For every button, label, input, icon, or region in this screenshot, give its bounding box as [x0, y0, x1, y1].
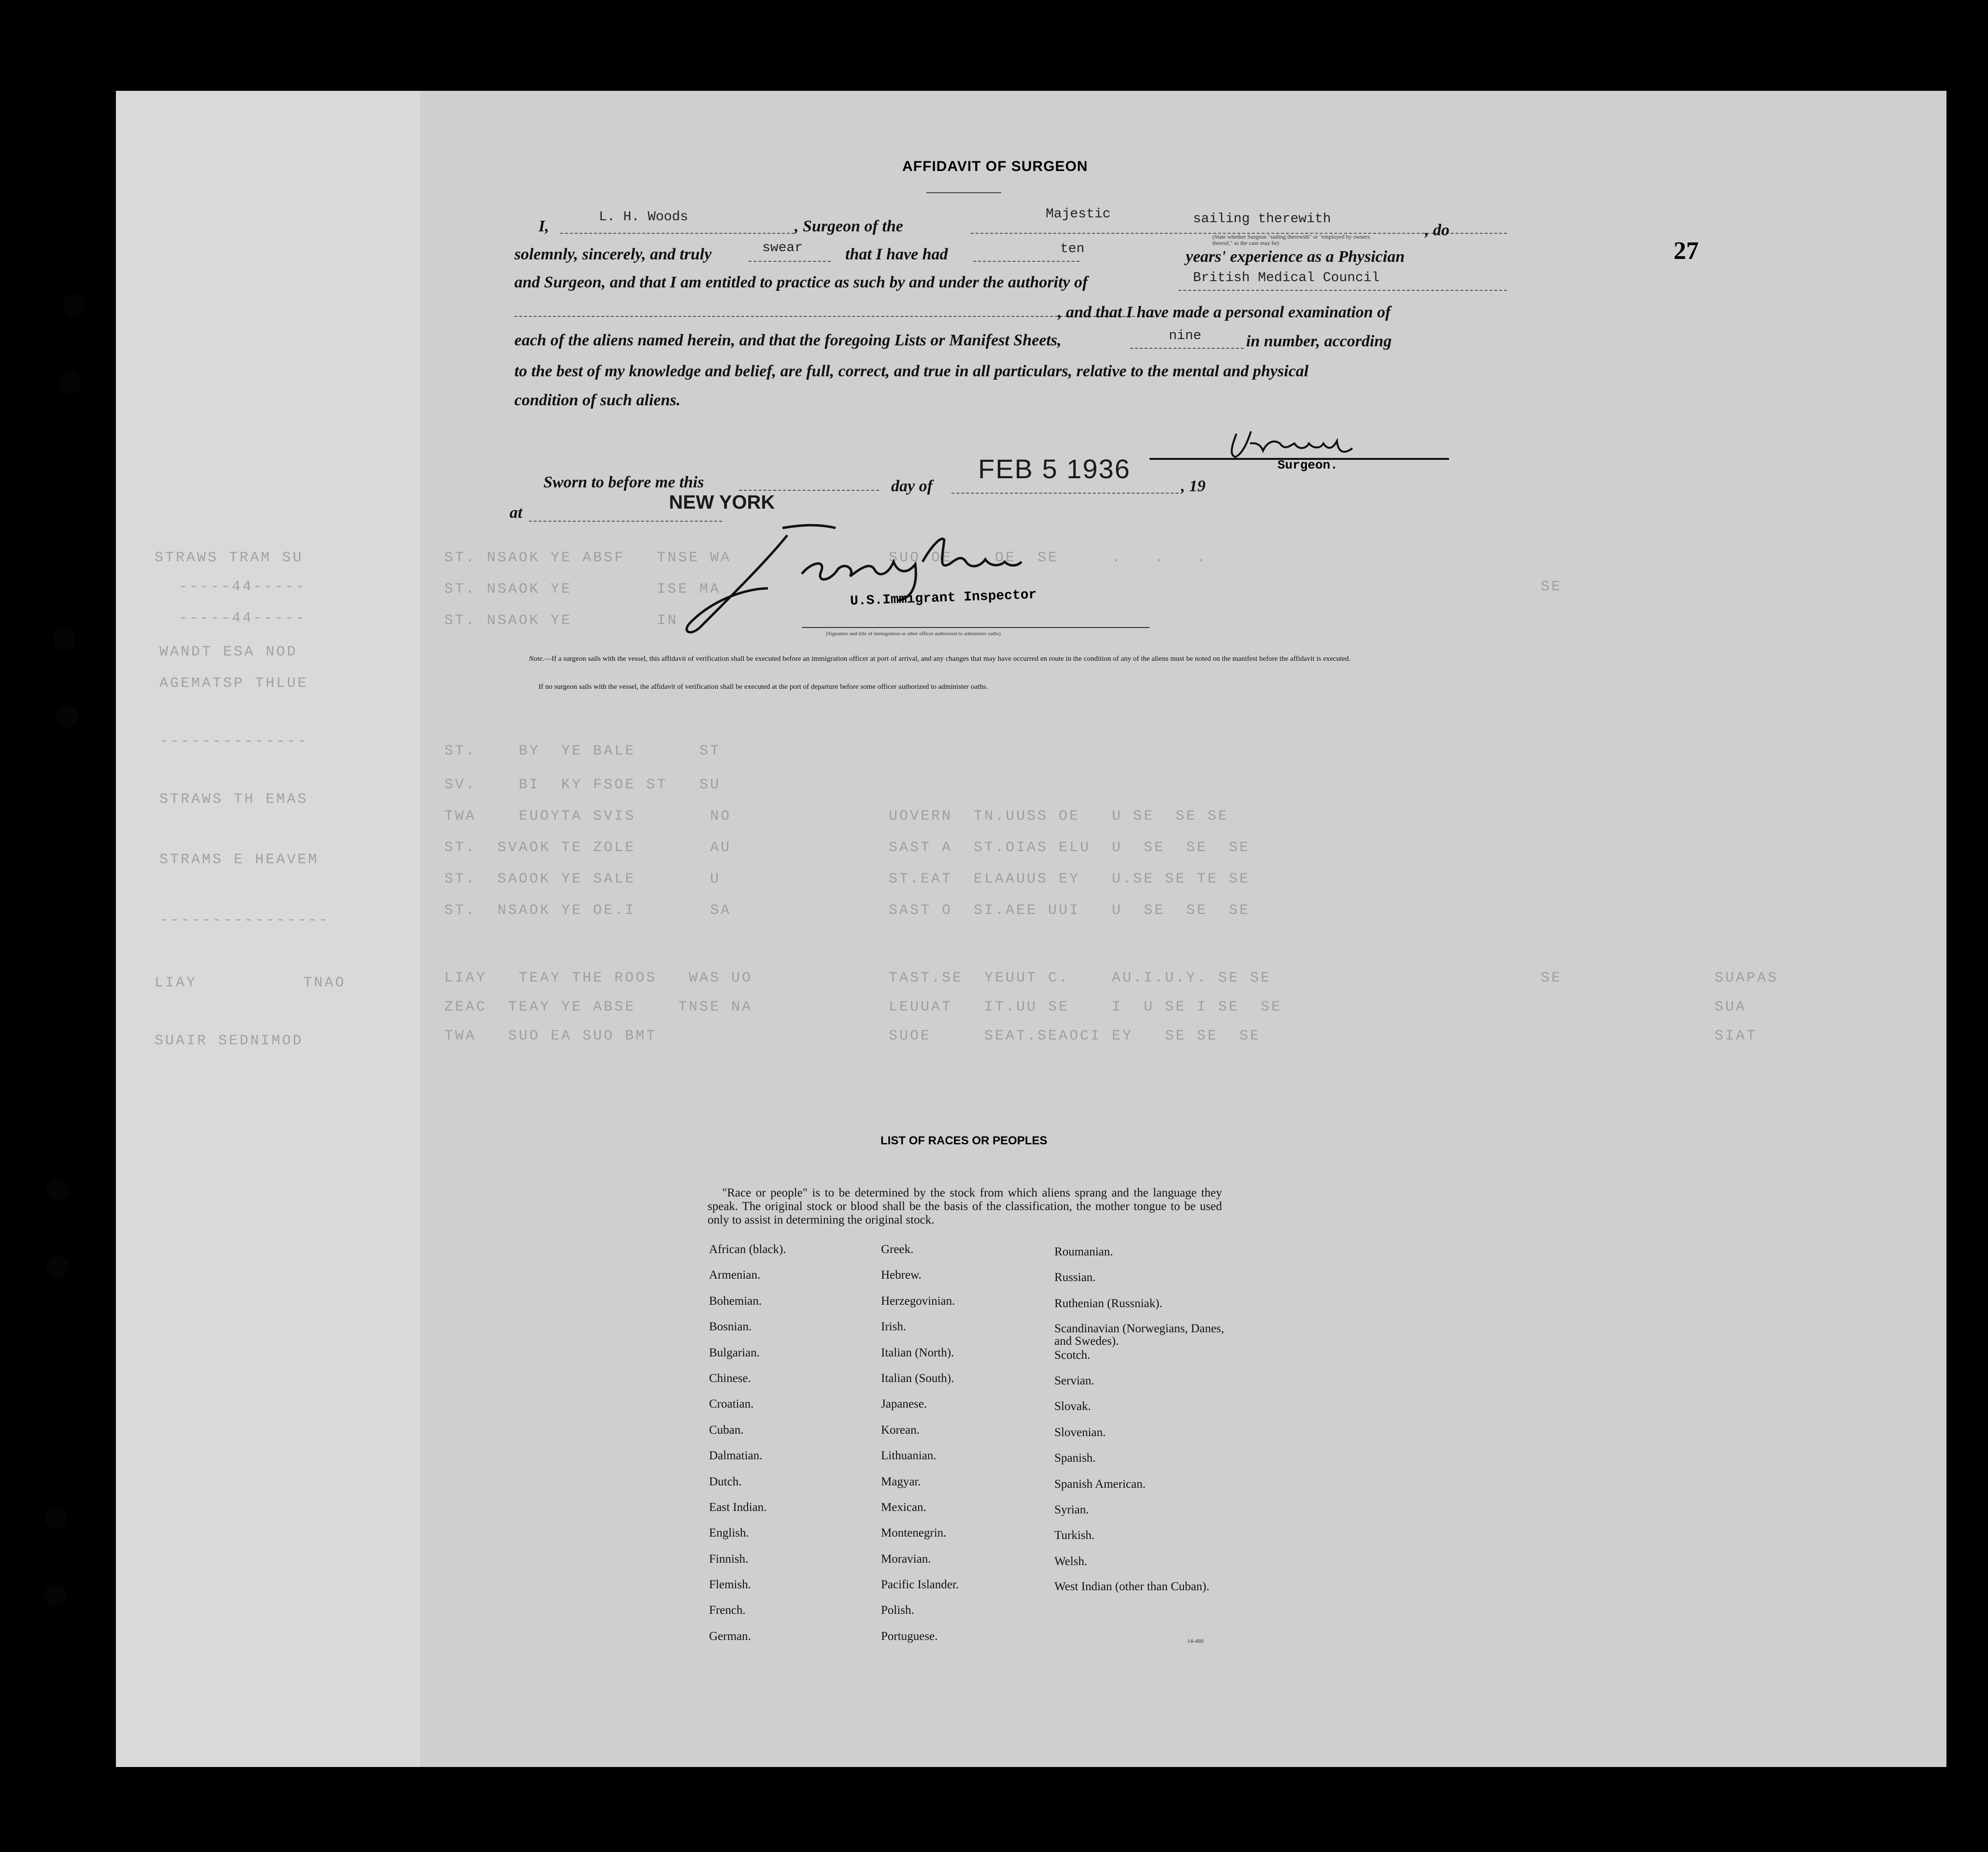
race-item: West Indian (other than Cuban).	[1054, 1580, 1209, 1594]
authority-line	[1179, 290, 1507, 291]
race-item: East Indian.	[709, 1500, 767, 1514]
race-item: African (black).	[709, 1243, 786, 1256]
sheet-count-line	[1130, 348, 1244, 349]
race-item: Servian.	[1054, 1374, 1094, 1387]
authority-value: British Medical Council	[1193, 271, 1380, 285]
note-text-2: If no surgeon sails with the vessel, the affidavit of verification shall be executed at the port of departure before some officer authorized to administer oaths.	[539, 683, 988, 691]
sheet-count-value: nine	[1169, 328, 1202, 343]
oath-value: swear	[762, 241, 803, 256]
heading-rule	[926, 192, 1001, 193]
race-item: Italian (South).	[881, 1371, 954, 1385]
binder-hole	[46, 1256, 69, 1278]
race-item: Croatian.	[709, 1397, 754, 1411]
line3-text: and Surgeon, and that I am entitled to practice as such by and under the authority of	[514, 273, 1088, 291]
sworn-month-line	[951, 493, 1179, 494]
race-item: Finnish.	[709, 1552, 749, 1566]
binder-hole	[44, 1507, 67, 1529]
years-value: ten	[1060, 242, 1085, 256]
race-item: Spanish American.	[1054, 1477, 1146, 1491]
race-item: Hebrew.	[881, 1268, 922, 1282]
binder-hole	[46, 1179, 69, 1201]
binder-hole	[44, 1584, 67, 1607]
race-item: Polish.	[881, 1604, 914, 1617]
document-sheet: STRAWS TRAM SU -----44----- -----44----- WANDT ESA NOD AGEMATSP THLUE -------------- STRAWS TH EMAS STRAMS E HEAVEM ---------------- LIAY TNAO SUAIR SEDNIMOD ST. NSAOK YE ABSF TNSE WA ST. NSAOK YE ISE MA ST. NSAOK YE IN ST. BY YE BALE ST SV. BI KY FSOE ST SU TWA EUOYTA SVIS NO ST. SVAOK TE ZOLE AU ST. SAOOK YE SALE U ST. NSAOK YE OE.I SA LIAY TEAY THE ROOS WAS UO ZEAC TEAY YE ABSE TNSE NA TWA SUO EA SUO BMT SUO OE OE SE . . . UOVERN TN.UUSS OE U SE SE SE SAST A ST.OIAS ELU U SE SE SE ST.EAT ELAAUUS EY U.SE SE TE SE SAST O SI.AEE UUI U SE SE SE TAST.SE YEUUT C. AU.I.U.Y. SE SE LEUUAT IT.UU SE I U SE I SE SE SUOE SEAT.SEAOCI EY SE SE SE SE SE SUAPAS SUA SIAT AFFIDAVIT OF SURGEON I, L. H. Woods , Surgeon of the Majestic sailing therewith solemnly, sincerely, and truly swear that I have had ten (State whether Surgeon "sailing therewith" or "employed by owners thereof," as the case may be) , do years' experience as a Physician and Surgeon, and that I am entitled to practice as such by and under the authority of British Medical Council , and that I have made a personal examination of each of the aliens named herein, and that the foregoing Lists or Manifest Sheets, nine in number, according to the best of my knowledge and belief, are full, correct, and true in all particulars, relative to the mental and physical condition of such aliens. Surgeon. Sworn to before me this day of FEB 5 1936 , 19 at NEW YORK U.S.Immigrant Inspector (Signature and title of immigration or other officer authorized to administer oaths) Note.—If a surgeon sails with the vessel, this affidavit of verification shall be executed before an immigration officer at port of arrival, and any changes that may have occurred en route in the condition of any of the aliens must be noted on the manifest before the affidavit is executed. If no surgeon sails with the vessel, the affidavit of verification shall be executed at the port of departure before some officer authorized to administer oaths. 27 LIST OF RACES OR PEOPLES "Race or people" is to be determined by the stock from which aliens sprang and the language they speak. The original stock or blood shall be the basis of the classification, the mother tongue to be used only to assist in determining the original stock. African (black). Armenian. Bohemian. Bosnian. Bulgarian. Chinese. Croatian. Cuban. Dalmatian. Dutch. East Indian. English. Finnish. Flemish. French. German. Greek. Hebrew. Herzegovinian. Irish. Italian (North). Italian (South). Japanese. Korean. Lithuanian. Magyar. Mexican. Montenegrin. Moravian. Pacific Islander. Polish. Portuguese. Roumanian. Russian. Ruthenian (Russniak). Scandinavian (Norwegians, Danes, and Swedes). Scotch. Servian. Slovak. Slovenian. Spanish. Spanish American. Syrian. Turkish. Welsh. West Indian (other than Cuban). 14-480	[116, 91, 1946, 1767]
note-label: Note.	[529, 655, 545, 663]
race-item: Scandinavian (Norwegians, Danes, and Swedes).	[1054, 1322, 1224, 1348]
race-item: Italian (North).	[881, 1346, 954, 1359]
line4-text: , and that I have made a personal examination of	[1058, 303, 1391, 321]
date-stamp: FEB 5 1936	[978, 454, 1131, 484]
race-item: Moravian.	[881, 1552, 931, 1566]
race-item: Ruthenian (Russniak).	[1054, 1296, 1163, 1310]
race-item: Syrian.	[1054, 1503, 1089, 1516]
race-item: Lithuanian.	[881, 1449, 937, 1463]
inspector-title: U.S.Immigrant Inspector	[850, 587, 1037, 609]
race-item: Korean.	[881, 1423, 920, 1437]
place-stamp: NEW YORK	[669, 492, 775, 513]
years-line	[973, 261, 1079, 262]
race-item: Herzegovinian.	[881, 1294, 955, 1308]
vessel-value: Majestic	[1046, 207, 1111, 222]
race-item: Spanish.	[1054, 1452, 1096, 1465]
note-text: —If a surgeon sails with the vessel, this affidavit of verification shall be executed before an immigration officer at port of arrival, and any changes that may have occurred en route in the condition of any of the aliens must be noted on the manifest before the affidavit is executed.	[544, 655, 1351, 663]
race-item: Bosnian.	[709, 1320, 752, 1334]
race-item: Roumanian.	[1054, 1245, 1113, 1258]
races-column-1	[709, 1243, 786, 1655]
affidavit-heading: AFFIDAVIT OF SURGEON	[902, 158, 1088, 174]
page-number: 27	[1674, 237, 1699, 265]
race-item: Magyar.	[881, 1475, 921, 1488]
surgeon-name-line	[560, 233, 795, 234]
signature-caption: (Signature and title of immigration or other officer authorized to administer oaths)	[826, 631, 1001, 637]
race-item: Bulgarian.	[709, 1346, 760, 1359]
race-item: Irish.	[881, 1320, 907, 1334]
binder-hole	[63, 294, 85, 316]
surgeon-label: Surgeon.	[1278, 458, 1338, 472]
line2-middle: that I have had	[845, 245, 948, 263]
race-item: Chinese.	[709, 1371, 751, 1385]
note-paragraph	[529, 655, 1567, 663]
binder-hole	[53, 628, 75, 650]
surgeon-name-value: L. H. Woods	[599, 210, 688, 225]
race-item: Pacific Islander.	[881, 1578, 959, 1592]
at-label: at	[510, 504, 523, 522]
races-heading: LIST OF RACES OR PEOPLES	[880, 1134, 1048, 1147]
race-item: Mexican.	[881, 1500, 926, 1514]
race-item: Armenian.	[709, 1268, 761, 1282]
line1-middle: , Surgeon of the	[795, 217, 903, 235]
oath-line	[749, 261, 831, 262]
binder-hole	[56, 705, 78, 727]
races-intro: "Race or people" is to be determined by the stock from which aliens sprang and the language they speak. The original stock or blood shall be the basis of the classification, the mother tongue to be used only to assist in determining the original stock.	[708, 1186, 1222, 1226]
line7-text: condition of such aliens.	[514, 391, 681, 409]
race-item: English.	[709, 1526, 749, 1540]
line6-text: to the best of my knowledge and belief, are full, correct, and true in all particulars, relative to the mental and physical	[514, 362, 1309, 380]
race-item: German.	[709, 1629, 751, 1643]
inspector-signature-line	[802, 627, 1150, 628]
line5-end: in number, according	[1246, 332, 1392, 350]
race-item: Bohemian.	[709, 1294, 762, 1308]
sailing-status-value: sailing therewith	[1193, 212, 1331, 227]
sworn-day-label: day of	[891, 477, 933, 495]
race-item: Turkish.	[1054, 1529, 1095, 1542]
line2-end: years' experience as a Physician	[1186, 248, 1405, 266]
race-item: Cuban.	[709, 1423, 744, 1437]
race-item: Japanese.	[881, 1397, 927, 1411]
race-item: Dalmatian.	[709, 1449, 763, 1463]
race-item: Slovenian.	[1054, 1425, 1106, 1439]
sworn-day-line	[739, 490, 879, 491]
line5-text: each of the aliens named herein, and that the foregoing Lists or Manifest Sheets,	[514, 331, 1062, 349]
binder-hole	[59, 372, 81, 394]
sailing-bracket-note: (State whether Surgeon "sailing therewith" or "employed by owners thereof," as the case may be)	[1212, 233, 1370, 246]
sworn-start: Sworn to before me this	[543, 473, 704, 491]
race-item: Russian.	[1054, 1271, 1096, 1284]
sworn-year-prefix: , 19	[1181, 477, 1206, 495]
race-item: Greek.	[881, 1243, 914, 1256]
form-number: 14-480	[1187, 1638, 1204, 1644]
races-column-2	[881, 1243, 959, 1655]
race-item: Portuguese.	[881, 1629, 938, 1643]
line2-start: solemnly, sincerely, and truly	[514, 245, 712, 263]
race-item: Montenegrin.	[881, 1526, 947, 1540]
race-item: Dutch.	[709, 1475, 742, 1488]
race-item: Scotch.	[1054, 1348, 1091, 1362]
race-item: Slovak.	[1054, 1400, 1091, 1413]
line2-do: , do	[1425, 221, 1449, 239]
race-item: Flemish.	[709, 1578, 751, 1592]
line1-prefix: I,	[539, 217, 549, 235]
races-column-3	[1054, 1245, 1238, 1606]
inspector-signature	[671, 516, 1179, 641]
race-item: Welsh.	[1054, 1554, 1088, 1568]
race-item: French.	[709, 1604, 746, 1617]
